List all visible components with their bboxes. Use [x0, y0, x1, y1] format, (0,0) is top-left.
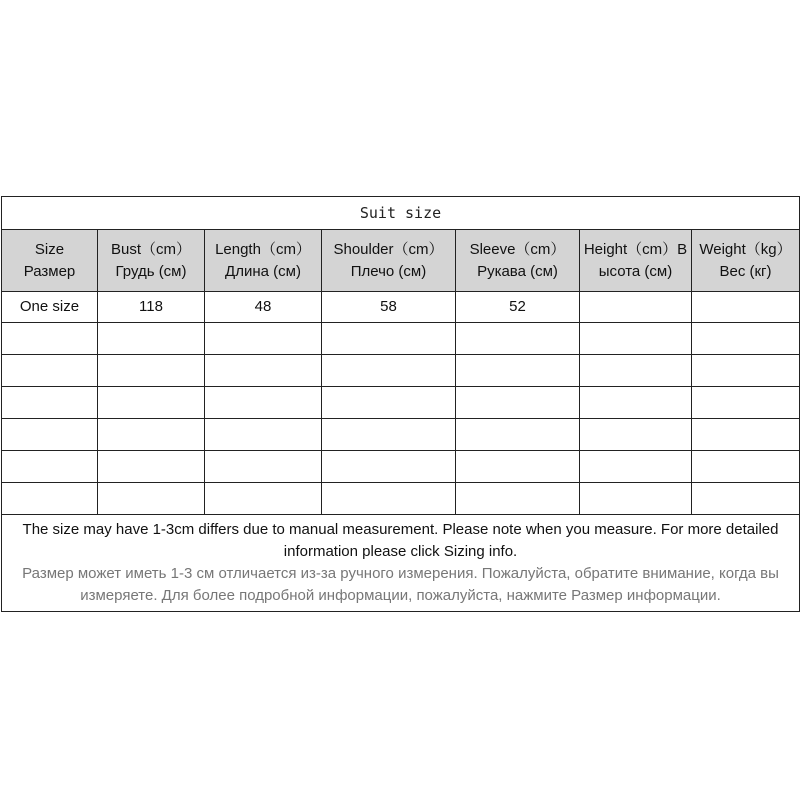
empty-cell: [205, 355, 322, 387]
column-header-length: Length（cm） Длина (см): [205, 230, 322, 292]
table-cell: [692, 292, 800, 323]
empty-cell: [2, 323, 98, 355]
empty-cell: [580, 323, 692, 355]
empty-cell: [580, 419, 692, 451]
empty-cell: [98, 355, 205, 387]
empty-table-row: [2, 323, 800, 355]
empty-cell: [2, 355, 98, 387]
empty-table-row: [2, 451, 800, 483]
table-cell: [580, 292, 692, 323]
empty-cell: [692, 323, 800, 355]
column-header-shoulder: Shoulder（cm） Плечо (см): [322, 230, 456, 292]
empty-cell: [98, 483, 205, 515]
empty-cell: [2, 451, 98, 483]
empty-cell: [98, 419, 205, 451]
empty-cell: [322, 483, 456, 515]
empty-cell: [205, 483, 322, 515]
note-english: The size may have 1-3cm differs due to manual measurement. Please note when you measure. For more detailed information please click Sizing info.: [22, 521, 779, 560]
empty-cell: [456, 451, 580, 483]
empty-cell: [580, 483, 692, 515]
table-cell: 118: [98, 292, 205, 323]
empty-cell: [2, 387, 98, 419]
empty-table-row: [2, 387, 800, 419]
empty-cell: [205, 387, 322, 419]
column-header-height: Height（cm）В ысота (см): [580, 230, 692, 292]
empty-cell: [2, 483, 98, 515]
empty-table-row: [2, 419, 800, 451]
empty-table-row: [2, 483, 800, 515]
table-cell: 58: [322, 292, 456, 323]
empty-cell: [456, 387, 580, 419]
empty-cell: [322, 419, 456, 451]
empty-cell: [205, 419, 322, 451]
empty-cell: [580, 355, 692, 387]
empty-cell: [580, 387, 692, 419]
empty-cell: [322, 355, 456, 387]
empty-cell: [692, 483, 800, 515]
empty-cell: [322, 387, 456, 419]
empty-cell: [580, 451, 692, 483]
empty-cell: [205, 323, 322, 355]
table-row: [2, 292, 800, 323]
empty-cell: [322, 323, 456, 355]
table-cell: 48: [205, 292, 322, 323]
empty-cell: [456, 355, 580, 387]
column-header-bust: Bust（cm） Грудь (см): [98, 230, 205, 292]
empty-cell: [692, 387, 800, 419]
column-header-sleeve: Sleeve（cm） Рукава (см): [456, 230, 580, 292]
table-cell: One size: [2, 292, 98, 323]
empty-table-row: [2, 355, 800, 387]
empty-cell: [2, 419, 98, 451]
empty-cell: [98, 451, 205, 483]
table-title: Suit size: [2, 197, 800, 230]
empty-cell: [456, 323, 580, 355]
empty-cell: [456, 483, 580, 515]
empty-cell: [98, 323, 205, 355]
header-row: [2, 230, 800, 292]
empty-cell: [322, 451, 456, 483]
note-russian: Размер может иметь 1-3 см отличается из-за ручного измерения. Пожалуйста, обратите внимание, когда вы измеряете. Для более подробной информации, пожалуйста, нажмите Размер информации.: [22, 565, 779, 604]
empty-cell: [692, 419, 800, 451]
column-header-weight: Weight（kg） Вес (кг): [692, 230, 800, 292]
size-chart-table: [1, 196, 800, 612]
column-header-size: Size Размер: [2, 230, 98, 292]
empty-cell: [692, 451, 800, 483]
empty-cell: [692, 355, 800, 387]
empty-cell: [205, 451, 322, 483]
empty-cell: [98, 387, 205, 419]
measurement-note: [2, 515, 800, 612]
empty-cell: [456, 419, 580, 451]
table-cell: 52: [456, 292, 580, 323]
